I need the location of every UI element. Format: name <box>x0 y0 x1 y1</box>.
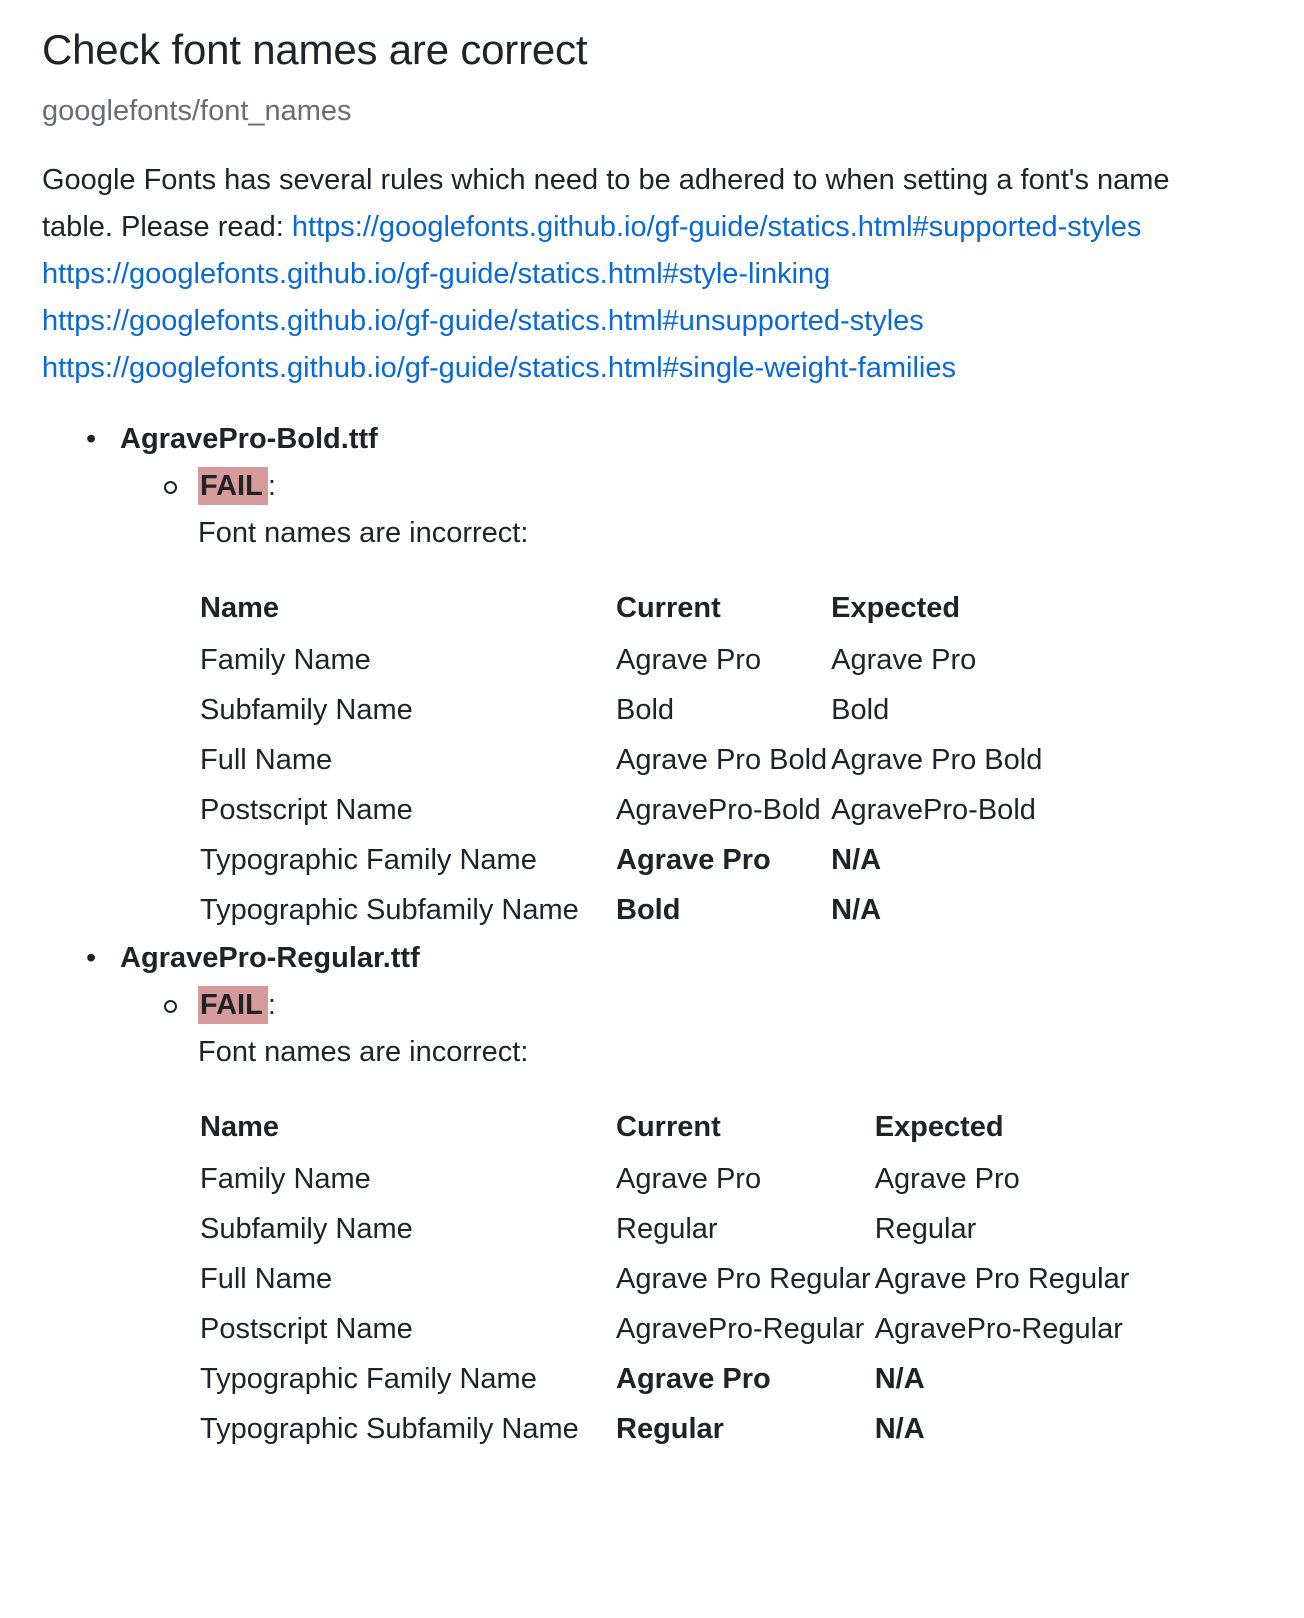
guide-link-style-linking[interactable]: https://googlefonts.github.io/gf-guide/statics.html#style-linking <box>42 258 831 291</box>
cell-name: Typographic Subfamily Name <box>200 893 579 926</box>
circle-bullet-icon <box>164 481 177 494</box>
table-row <box>198 735 1044 785</box>
header-current: Current <box>616 1110 721 1143</box>
cell-expected: N/A <box>831 843 882 876</box>
cell-name: Full Name <box>200 743 333 776</box>
bullet-icon: • <box>86 942 97 975</box>
guide-link-unsupported-styles[interactable]: https://googlefonts.github.io/gf-guide/statics.html#unsupported-styles <box>42 305 924 338</box>
file-name: AgravePro-Regular.ttf <box>120 942 420 975</box>
bullet-icon: • <box>86 423 97 456</box>
table-row <box>198 1254 1131 1304</box>
table-row <box>198 1354 1131 1404</box>
table-row <box>198 785 1044 835</box>
cell-current: Agrave Pro Bold <box>616 743 828 776</box>
cell-current: Bold <box>616 693 675 726</box>
check-id: googlefonts/font_names <box>42 94 352 127</box>
cell-current: Regular <box>616 1212 718 1245</box>
status-line <box>198 463 1262 510</box>
cell-expected: Agrave Pro Bold <box>831 743 1043 776</box>
cell-current: Regular <box>616 1412 724 1445</box>
cell-current: AgravePro-Regular <box>616 1312 865 1345</box>
check-description <box>42 157 1232 392</box>
cell-name: Subfamily Name <box>200 693 413 726</box>
table-row <box>198 685 1044 735</box>
table-header-row <box>198 581 1044 635</box>
cell-name: Family Name <box>200 643 371 676</box>
result-message: Font names are incorrect: <box>198 1036 529 1069</box>
file-results-list <box>42 416 1262 1454</box>
description-text: Google Fonts has several rules which need to be adhered to when setting a font's name table. Please read: <box>42 164 1170 244</box>
cell-current: Agrave Pro <box>616 1162 762 1195</box>
cell-current: AgravePro-Bold <box>616 793 821 826</box>
cell-name: Subfamily Name <box>200 1212 413 1245</box>
table-row <box>198 1404 1131 1454</box>
status-line <box>198 982 1262 1029</box>
file-result <box>42 416 1262 935</box>
cell-current: Bold <box>616 893 681 926</box>
header-name: Name <box>200 1110 279 1143</box>
cell-name: Full Name <box>200 1262 333 1295</box>
cell-current: Agrave Pro Regular <box>616 1262 871 1295</box>
font-names-table <box>198 1100 1131 1454</box>
cell-expected: Agrave Pro <box>831 643 977 676</box>
cell-expected: AgravePro-Bold <box>831 793 1036 826</box>
cell-name: Postscript Name <box>200 1312 413 1345</box>
header-current: Current <box>616 591 721 624</box>
table-row <box>198 1154 1131 1204</box>
cell-expected: Regular <box>874 1212 977 1245</box>
table-row <box>198 1304 1131 1354</box>
cell-name: Typographic Subfamily Name <box>200 1412 579 1445</box>
header-name: Name <box>200 591 279 624</box>
cell-name: Postscript Name <box>200 793 413 826</box>
cell-name: Typographic Family Name <box>200 1362 537 1395</box>
status-badge: FAIL <box>198 467 268 505</box>
table-row <box>198 1204 1131 1254</box>
file-result <box>42 935 1262 1454</box>
result-item <box>120 982 1262 1454</box>
file-name: AgravePro-Bold.ttf <box>120 423 378 456</box>
guide-link-single-weight-families[interactable]: https://googlefonts.github.io/gf-guide/statics.html#single-weight-families <box>42 352 956 385</box>
cell-expected: N/A <box>831 893 882 926</box>
cell-current: Agrave Pro <box>616 643 762 676</box>
cell-expected: AgravePro-Regular <box>874 1312 1123 1345</box>
status-badge: FAIL <box>198 986 268 1024</box>
cell-name: Typographic Family Name <box>200 843 537 876</box>
cell-current: Agrave Pro <box>616 1362 771 1395</box>
cell-expected: Agrave Pro <box>874 1162 1020 1195</box>
page-title: Check font names are correct <box>42 26 588 73</box>
table-header-row <box>198 1100 1131 1154</box>
font-names-table <box>198 581 1044 935</box>
header-expected: Expected <box>831 591 961 624</box>
cell-current: Agrave Pro <box>616 843 771 876</box>
status-suffix: : <box>267 989 276 1022</box>
header-expected: Expected <box>874 1110 1004 1143</box>
result-item <box>120 463 1262 935</box>
table-row <box>198 885 1044 935</box>
guide-link-supported-styles[interactable]: https://googlefonts.github.io/gf-guide/statics.html#supported-styles <box>291 211 1142 244</box>
cell-expected: Bold <box>831 693 890 726</box>
circle-bullet-icon <box>164 1000 177 1013</box>
cell-expected: N/A <box>874 1362 925 1395</box>
cell-expected: Agrave Pro Regular <box>874 1262 1130 1295</box>
table-row <box>198 835 1044 885</box>
cell-name: Family Name <box>200 1162 371 1195</box>
result-message: Font names are incorrect: <box>198 517 529 550</box>
status-suffix: : <box>267 470 276 503</box>
table-row <box>198 635 1044 685</box>
cell-expected: N/A <box>874 1412 925 1445</box>
